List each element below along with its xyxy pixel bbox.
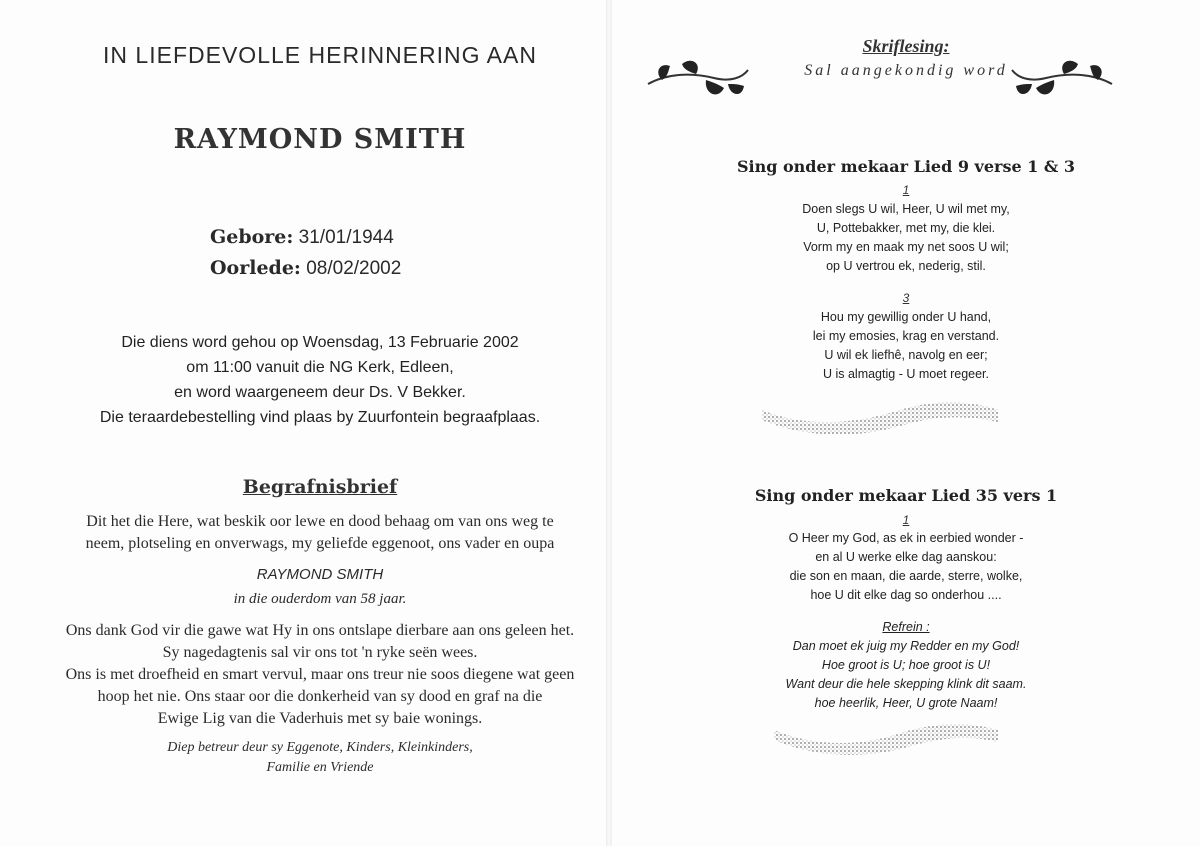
deceased-name: RAYMOND SMITH xyxy=(173,124,467,155)
service-line: Die diens word gehou op Woensdag, 13 Februarie 2002 xyxy=(121,334,519,351)
song2-heading: Sing onder mekaar Lied 35 vers 1 xyxy=(754,486,1058,505)
reading-text: Sal aangekondig word xyxy=(804,62,1008,79)
verse-line: Hou my gewillig onder U hand, xyxy=(820,310,992,324)
verse-line: die son en maan, die aarde, sterre, wolke, xyxy=(789,569,1023,583)
song1-heading: Sing onder mekaar Lied 9 verse 1 & 3 xyxy=(736,157,1076,176)
verse-line: U wil ek liefhê, navolg en eer; xyxy=(824,348,988,362)
born-row xyxy=(210,226,394,249)
sparkle-wave-divider-icon xyxy=(760,396,1000,440)
signoff-line: Diep betreur deur sy Eggenote, Kinders, Kleinkinders, xyxy=(167,740,473,755)
verse-line: U is almagtig - U moet regeer. xyxy=(822,367,990,381)
brief-intro-line: Dit het die Here, wat beskik oor lewe en dood behaag om van ons weg te xyxy=(86,513,554,530)
died-label: Oorlede: xyxy=(210,257,301,279)
vine-leaf-ornament-icon xyxy=(644,54,752,102)
born-date: 31/01/1944 xyxy=(298,227,394,248)
verse-line: hoe U dit elke dag so onderhou .... xyxy=(810,588,1002,602)
verse-line: op U vertrou ek, nederig, stil. xyxy=(826,259,986,273)
brief-heading: Begrafnisbrief xyxy=(242,476,398,498)
song1-verse-number: 3 xyxy=(902,291,910,305)
verse-line: Doen slegs U wil, Heer, U wil met my, xyxy=(802,202,1010,216)
verse-line: en al U werke elke dag aanskou: xyxy=(815,550,997,564)
refrain-label: Refrein : xyxy=(882,620,930,634)
refrain-line: Hoe groot is U; hoe groot is U! xyxy=(821,658,991,672)
reading-heading: Skriflesing: xyxy=(862,36,950,56)
service-line: en word waargeneem deur Ds. V Bekker. xyxy=(174,384,466,401)
service-line: Die teraardebestelling vind plaas by Zuurfontein begraafplaas. xyxy=(99,409,541,426)
verse-line: O Heer my God, as ek in eerbied wonder - xyxy=(788,531,1024,545)
memorial-title: IN LIEFDEVOLLE HERINNERING AAN xyxy=(103,42,537,68)
refrain-line: Want deur die hele skepping klink dit saam. xyxy=(785,677,1027,691)
died-date: 08/02/2002 xyxy=(306,258,402,279)
refrain-line: Dan moet ek juig my Redder en my God! xyxy=(792,639,1020,653)
vine-leaf-ornament-icon xyxy=(1008,54,1116,102)
brief-body-line: hoop het nie. Ons staar oor die donkerheid van sy dood en graf na die xyxy=(97,688,543,705)
brief-body-line: Ons is met droefheid en smart vervul, maar ons treur nie soos diegene wat geen xyxy=(65,666,575,683)
song1-verse-number: 1 xyxy=(902,183,910,197)
verse-line: lei my emosies, krag en verstand. xyxy=(812,329,1000,343)
verse-line: U, Pottebakker, met my, die klei. xyxy=(816,221,996,235)
service-line: om 11:00 vanuit die NG Kerk, Edleen, xyxy=(186,359,454,376)
brief-body-line: Ons dank God vir die gawe wat Hy in ons ontslape dierbare aan ons geleen het. xyxy=(65,622,575,639)
sparkle-wave-divider-icon xyxy=(772,718,1000,760)
verse-line: Vorm my en maak my net soos U wil; xyxy=(803,240,1009,254)
refrain-line: hoe heerlik, Heer, U grote Naam! xyxy=(814,696,998,710)
song2-verse-number: 1 xyxy=(902,513,910,527)
brief-age: in die ouderdom van 58 jaar. xyxy=(233,591,407,607)
signoff-line: Familie en Vriende xyxy=(266,760,374,775)
brief-body-line: Ewige Lig van die Vaderhuis met sy baie wonings. xyxy=(157,710,483,727)
brief-body-line: Sy nagedagtenis sal vir ons tot 'n ryke seën wees. xyxy=(162,644,478,661)
died-row xyxy=(210,257,401,280)
born-label: Gebore: xyxy=(210,226,294,248)
right-page xyxy=(612,0,1200,846)
brief-name: RAYMOND SMITH xyxy=(256,566,384,583)
brief-intro-line: neem, plotseling en onverwags, my geliefde eggenoot, ons vader en oupa xyxy=(85,535,555,552)
